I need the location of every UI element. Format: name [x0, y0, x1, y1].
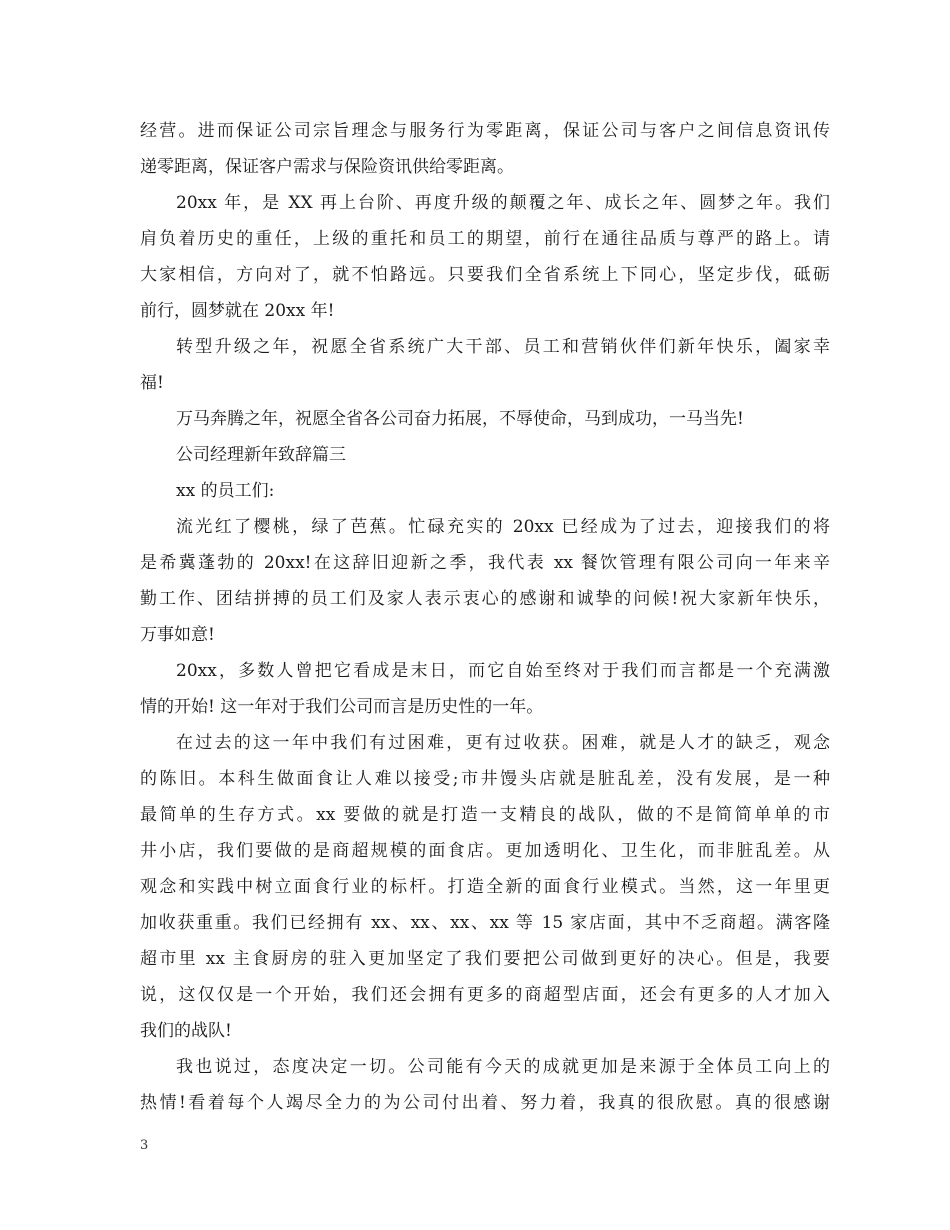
paragraph-line: 经营。进而保证公司宗旨理念与服务行为零距离，保证公司与客户之间信息资讯传 [140, 121, 830, 141]
paragraph-line: 大家相信，方向对了，就不怕路远。只要我们全省系统上下同心，坚定步伐，砥砺 [140, 265, 830, 285]
salutation: xx 的员工们: [176, 481, 275, 501]
paragraph-line: 观念和实践中树立面食行业的标杆。打造全新的面食行业模式。当然，这一年里更 [140, 877, 830, 897]
paragraph-line: 是希冀蓬勃的 20xx!在这辞旧迎新之季，我代表 xx 餐饮管理有限公司向一年来辛 [140, 553, 830, 573]
paragraph-line: 勤工作、团结拼搏的员工们及家人表示衷心的感谢和诚挚的问候!祝大家新年快乐， [140, 589, 830, 609]
paragraph-line: 转型升级之年，祝愿全省系统广大干部、员工和营销伙伴们新年快乐，阖家幸 [176, 337, 830, 357]
paragraph-line: 我也说过，态度决定一切。公司能有今天的成就更加是来源于全体员工向上的 [176, 1057, 830, 1077]
paragraph-line: 情的开始! 这一年对于我们公司而言是历史性的一年。 [140, 697, 544, 717]
paragraph-line: 最简单的生存方式。xx 要做的就是打造一支精良的战队，做的不是简简单单的市 [140, 805, 830, 825]
paragraph-line: 说，这仅仅是一个开始，我们还会拥有更多的商超型店面，还会有更多的人才加入 [140, 985, 830, 1005]
paragraph-line: 20xx 年，是 XX 再上台阶、再度升级的颠覆之年、成长之年、圆梦之年。我们 [176, 193, 830, 213]
paragraph-line: 流光红了樱桃，绿了芭蕉。忙碌充实的 20xx 已经成为了过去，迎接我们的将 [176, 517, 830, 537]
paragraph-line: 肩负着历史的重任，上级的重托和员工的期望，前行在通往品质与尊严的路上。请 [140, 229, 830, 249]
paragraph-line: 万事如意! [140, 625, 215, 645]
page-number: 3 [140, 1138, 149, 1153]
paragraph-line: 超市里 xx 主食厨房的驻入更加坚定了我们要把公司做到更好的决心。但是，我要 [140, 949, 830, 969]
paragraph-line: 福! [140, 373, 164, 393]
paragraph-line: 在过去的这一年中我们有过困难，更有过收获。困难，就是人才的缺乏，观念 [176, 733, 830, 753]
paragraph-line: 前行，圆梦就在 20xx 年! [140, 301, 335, 321]
body-text [140, 113, 830, 1121]
paragraph-line: 万马奔腾之年，祝愿全省各公司奋力拓展，不辱使命，马到成功，一马当先! [176, 409, 744, 429]
paragraph-line: 的陈旧。本科生做面食让人难以接受;市井馒头店就是脏乱差，没有发展，是一种 [140, 769, 830, 789]
paragraph-line: 递零距离，保证客户需求与保险资讯供给零距离。 [140, 157, 514, 177]
section-heading: 公司经理新年致辞篇三 [176, 445, 346, 465]
paragraph-line: 加收获重重。我们已经拥有 xx、xx、xx、xx 等 15 家店面，其中不乏商超。满客隆 [140, 913, 830, 933]
paragraph-line: 井小店，我们要做的是商超规模的面食店。更加透明化、卫生化，而非脏乱差。从 [140, 841, 830, 861]
paragraph-line: 20xx，多数人曾把它看成是末日，而它自始至终对于我们而言都是一个充满激 [176, 661, 830, 681]
paragraph-line: 我们的战队! [140, 1021, 232, 1041]
paragraph-line: 热情!看着每个人竭尽全力的为公司付出着、努力着，我真的很欣慰。真的很感谢 [140, 1093, 830, 1113]
